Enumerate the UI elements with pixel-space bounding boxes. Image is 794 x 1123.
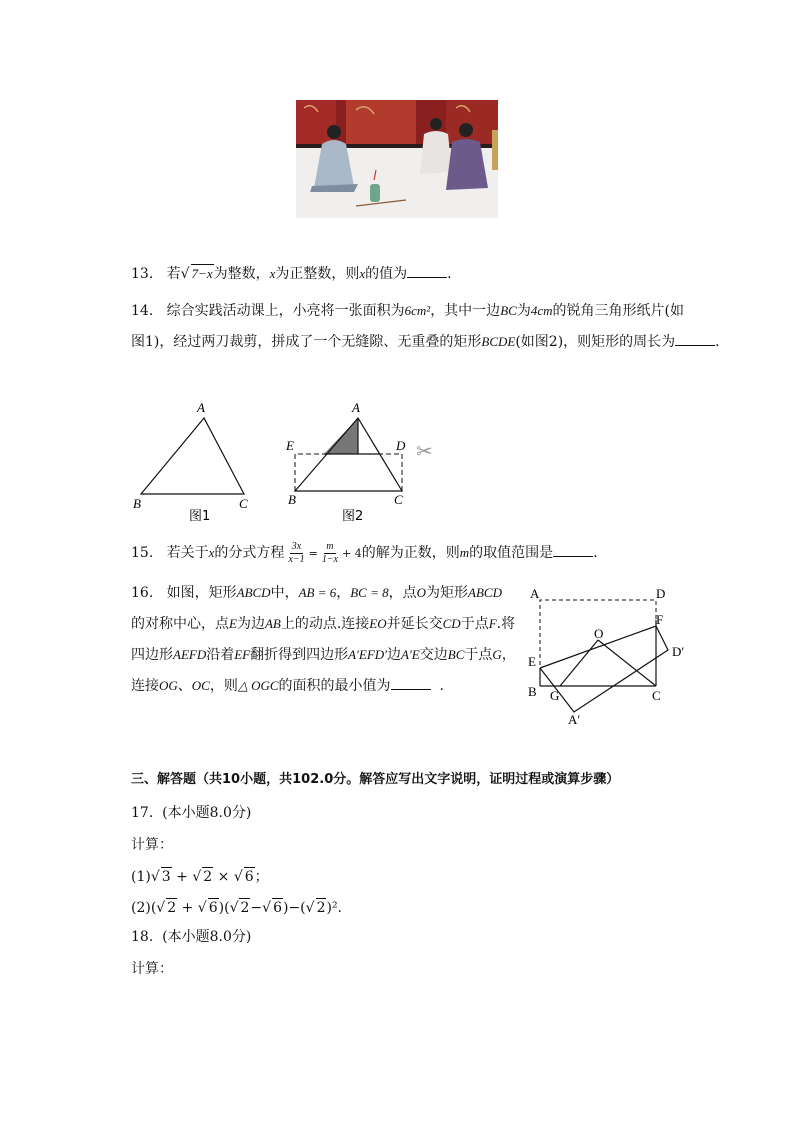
- answer-blank: [407, 265, 447, 278]
- question-16-line-3: 四边形AEFD沿着EF翻折得到四边形A′EFD′边A′E交边BC于点G，: [131, 647, 516, 663]
- label-g: G: [550, 688, 560, 703]
- label-c: C: [652, 688, 661, 703]
- question-17-calc: 计算：: [131, 837, 173, 853]
- scissors-icon: ✂: [416, 439, 433, 463]
- question-14-line-1: 14. 综合实践活动课上，小亮将一张面积为6cm²，其中一边BC为4cm的锐角三角形纸片(如: [131, 303, 684, 319]
- label-a: A: [352, 400, 360, 415]
- label-a-prime: A′: [568, 712, 581, 727]
- question-18-calc: 计算：: [131, 961, 173, 977]
- fraction-2: $\frac{m}{1-x}$: [321, 540, 338, 565]
- label-b: B: [288, 492, 296, 507]
- label-e: E: [286, 438, 294, 453]
- label-f: F: [656, 612, 664, 627]
- question-16-line-1: 16. 如图，矩形ABCD中，AB = 6，BC = 8，点O为矩形ABCD: [131, 585, 502, 601]
- question-15: 15. 若关于x的分式方程 $\frac{3x}{x-1}$ = $\frac{m}{1-x}$ + 4的解为正数，则m的取值范围是 .: [131, 540, 598, 565]
- figure-q16-rectangle-fold: [522, 582, 702, 730]
- question-17-part-2: (2)(√ 2 + √ 6)(√ 2−√ 6)−(√ 2)².: [131, 900, 343, 916]
- question-17-header: 17. (本小题8.0分): [131, 805, 252, 821]
- label-c: C: [394, 492, 403, 507]
- label-b: B: [528, 684, 537, 699]
- figure-2-rectangle: [282, 398, 454, 526]
- label-a: A: [530, 586, 540, 601]
- label-d: D: [396, 438, 406, 453]
- label-d-prime: D′: [672, 644, 685, 659]
- illustration-painting: [296, 100, 498, 218]
- label-o: O: [594, 626, 604, 641]
- label-b: B: [133, 496, 141, 511]
- answer-blank: [675, 333, 715, 346]
- answer-blank: [391, 677, 431, 690]
- question-16-line-2: 的对称中心，点E为边AB上的动点.连接EO并延长交CD于点F.将: [131, 616, 516, 632]
- caption-fig1: 图1: [189, 509, 211, 524]
- question-14-line-2: 图1)，经过两刀裁剪，拼成了一个无缝隙、无重叠的矩形BCDE(如图2)，则矩形的周长为 .: [131, 334, 720, 350]
- label-a: A: [197, 400, 205, 415]
- label-c: C: [239, 496, 248, 511]
- label-e: E: [528, 654, 536, 669]
- label-d: D: [656, 586, 666, 601]
- section-3-heading: 三、解答题（共10小题，共102.0分。解答应写出文字说明，证明过程或演算步骤）: [131, 772, 620, 787]
- caption-fig2: 图2: [342, 509, 364, 524]
- answer-blank: [553, 544, 593, 557]
- question-17-part-1: (1)√ 3 + √ 2 × √ 6；: [131, 869, 269, 885]
- figure-1-triangle: [125, 398, 260, 526]
- question-13: 13. 若√ 7−x为整数，x为正整数，则x的值为 .: [131, 266, 452, 282]
- question-18-header: 18. (本小题8.0分): [131, 929, 252, 945]
- fraction-1: $\frac{3x}{x-1}$: [288, 540, 305, 565]
- question-16-line-4: 连接OG、OC，则△ OGC的面积的最小值为 .: [131, 678, 444, 694]
